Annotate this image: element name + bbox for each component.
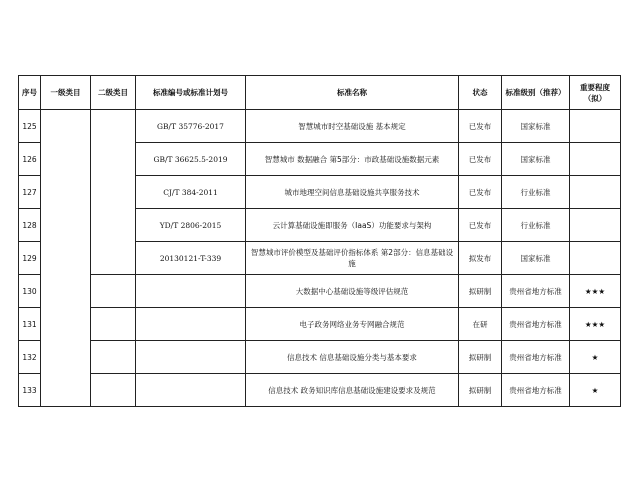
cell-name: 智慧城市评价模型及基础评价指标体系 第2部分：信息基础设施 (246, 242, 459, 275)
cell-cat1 (41, 110, 91, 407)
cell-importance: ★ (570, 374, 621, 407)
cell-name: 大数据中心基础设施等级评估规范 (246, 275, 459, 308)
cell-level: 国家标准 (502, 110, 570, 143)
cell-status: 拟研制 (459, 341, 502, 374)
cell-code: 20130121-T-339 (136, 242, 246, 275)
cell-status: 拟研制 (459, 275, 502, 308)
table-row (19, 110, 621, 143)
cell-name: 电子政务网络业务专网融合规范 (246, 308, 459, 341)
header-seq: 序号 (19, 76, 41, 110)
cell-status: 已发布 (459, 176, 502, 209)
cell-importance (570, 209, 621, 242)
cell-level: 贵州省地方标准 (502, 341, 570, 374)
cell-code (136, 374, 246, 407)
table-row (19, 341, 621, 374)
cell-seq: 131 (19, 308, 41, 341)
cell-seq: 133 (19, 374, 41, 407)
cell-level: 行业标准 (502, 176, 570, 209)
cell-importance: ★★★ (570, 275, 621, 308)
cell-code (136, 308, 246, 341)
cell-status: 拟研制 (459, 374, 502, 407)
cell-seq: 129 (19, 242, 41, 275)
cell-importance: ★ (570, 341, 621, 374)
cell-seq: 130 (19, 275, 41, 308)
cell-seq: 132 (19, 341, 41, 374)
cell-level: 行业标准 (502, 209, 570, 242)
cell-cat2 (91, 308, 136, 341)
cell-level: 贵州省地方标准 (502, 374, 570, 407)
header-level: 标准级别（推荐） (502, 76, 570, 110)
cell-cat2 (91, 341, 136, 374)
header-cat1: 一级类目 (41, 76, 91, 110)
cell-status: 已发布 (459, 110, 502, 143)
cell-importance (570, 110, 621, 143)
cell-level: 国家标准 (502, 242, 570, 275)
header-code: 标准编号或标准计划号 (136, 76, 246, 110)
table-row (19, 308, 621, 341)
cell-cat2 (91, 110, 136, 275)
cell-code (136, 275, 246, 308)
cell-status: 已发布 (459, 209, 502, 242)
cell-seq: 125 (19, 110, 41, 143)
cell-importance (570, 176, 621, 209)
cell-code: GB/T 36625.5-2019 (136, 143, 246, 176)
cell-seq: 126 (19, 143, 41, 176)
cell-importance (570, 242, 621, 275)
cell-name: 智慧城市 数据融合 第5部分：市政基础设施数据元素 (246, 143, 459, 176)
table-row (19, 275, 621, 308)
cell-cat2 (91, 275, 136, 308)
header-importance: 重要程度（拟） (570, 76, 621, 110)
cell-level: 贵州省地方标准 (502, 275, 570, 308)
cell-importance: ★★★ (570, 308, 621, 341)
cell-code: CJ/T 384-2011 (136, 176, 246, 209)
cell-seq: 127 (19, 176, 41, 209)
cell-level: 国家标准 (502, 143, 570, 176)
cell-importance (570, 143, 621, 176)
cell-status: 在研 (459, 308, 502, 341)
cell-seq: 128 (19, 209, 41, 242)
cell-code (136, 341, 246, 374)
cell-level: 贵州省地方标准 (502, 308, 570, 341)
table-row (19, 374, 621, 407)
cell-cat2 (91, 374, 136, 407)
cell-name: 智慧城市时空基础设施 基本规定 (246, 110, 459, 143)
cell-status: 已发布 (459, 143, 502, 176)
standards-table (18, 75, 621, 407)
header-status: 状态 (459, 76, 502, 110)
cell-code: GB/T 35776-2017 (136, 110, 246, 143)
header-row (19, 76, 621, 110)
cell-name: 信息技术 信息基础设施分类与基本要求 (246, 341, 459, 374)
cell-name: 信息技术 政务知识库信息基础设施建设要求及规范 (246, 374, 459, 407)
header-cat2: 二级类目 (91, 76, 136, 110)
cell-status: 拟发布 (459, 242, 502, 275)
header-name: 标准名称 (246, 76, 459, 110)
cell-name: 云计算基础设施即服务（IaaS）功能要求与架构 (246, 209, 459, 242)
cell-name: 城市地理空间信息基础设施共享服务技术 (246, 176, 459, 209)
cell-code: YD/T 2806-2015 (136, 209, 246, 242)
